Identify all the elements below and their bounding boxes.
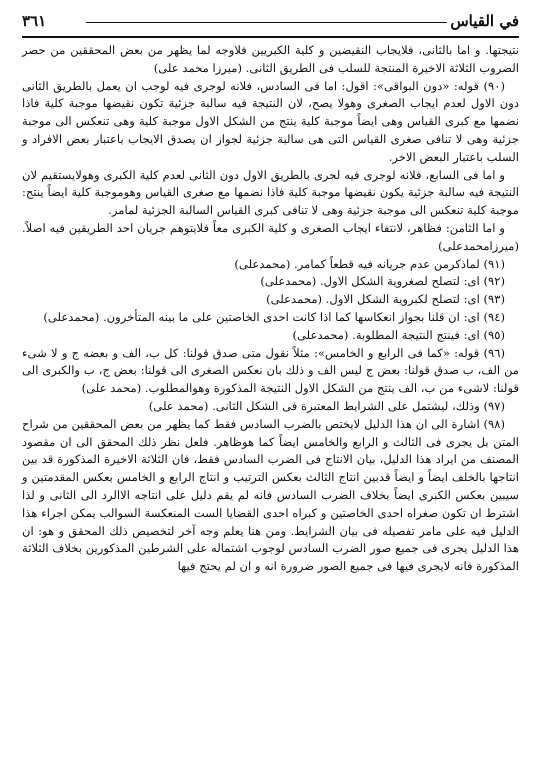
paragraph: نتيجتها. و اما بالثانى، فلايجاب النقيضين و كلية الكبريين فلاوجه لما يظهر من بعض المحققين من حصر الضروب الثلاثة الاخيرة المنتجة للسلب فى الطريق الثانى. (ميرزا محمد على) (22, 43, 519, 75)
header-rule (86, 22, 447, 23)
note-98: (٩٨) اشارة الى ان هذا الدليل لايختص بالضرب السادس فقط كما يظهر من بعض المحققين من شراح المتن بل يجرى فى الثالث و الرابع والخامس ايضاً كما هوظاهر. فلعل نظر ذلك المحقق الى ان مقصود المصنف من ايراد هذا الدليل، بيان الانتاج فى الضرب السادس فقط، فان الثلاثة الاخيرة المذكورة قد بين انتاجها بالخلف ايضاً و ايضاً قدبين انتاج الثالث بعكس الترتيب و انتاج الرابع و الخامس بعكس المقدمتين و سيبين بعكس الكبرى ايضاً بخلاف الضرب السادس فانه لم يقم دليل على انتاجه الاالرد الى الثانى و لذا اشترط ان تكون صغراه احدى الخاصتين و كبراه احدى القضايا الست المنعكسة السوالب يمكن اجراء هذا الدليل فيه على مامر تفصيله فى بيان الشرايط. ومن هنا يعلم وجه آخر لتخصيص ذلك المحقق و هو: ان هذا الدليل يجرى فى جميع صور الضرب السادس لوجوب اشتماله على الشرطين المذكورين بخلاف الثلاثة المذكورة فانه لايجرى فيها فى جميع الصور ضرورة انه و ان لم يحتج فيها (22, 416, 519, 574)
running-title: في القياس (450, 12, 519, 30)
paragraph: و اما الثامن: فظاهر، لانتفاء ايجاب الصغرى و كلية الكبرى معاً فلايتوهم جريان احد الطريقين فيه اصلاً. (ميرزامحمدعلى) (22, 220, 519, 253)
note-97: (٩٧) وذلك، ليشتمل على الشرايط المعتبرة فى الشكل الثانى. (محمد على) (148, 398, 505, 413)
note-92: (٩٢) اى: لتصلح لصغروية الشكل الاول. (محمدعلى) (260, 274, 505, 289)
paragraph: و اما فى السابع، فلانه لوجرى فيه لجرى بالطريق الاول دون الثانى لعدم كلية الكبرى وهولايستقيم لان النتيجة فيه سالبة جزئية يكون نقيضها موجبة كلية فاذا نضمها مع صغرى القياس وهوموجبة كلية ايضاً ينتج: موجبة كلية تنعكس الى موجبة جزئية وهى لا تنافى كبرى القياس السالبة الجزئية لمامر. (22, 167, 519, 218)
note-93: (٩٣) اى: لتصلح لكبروية الشكل الاول. (محمدعلى) (266, 292, 505, 307)
page-number: ٣٦١ (22, 12, 47, 30)
note-94: (٩٤) اى: ان قلنا بجواز انعكاسها كما اذا كانت احدى الخاصتين على ما بينه المتأخرون. (محمدعلى) (43, 309, 505, 324)
note-91: (٩١) لماذكرمن عدم جريانه فيه قطعاً كمامر. (محمدعلى) (234, 256, 505, 271)
note-95: (٩٥) اى: فينتج النتيجة المطلوبة. (محمدعلى) (292, 327, 505, 342)
page-body (22, 42, 519, 576)
page-header (22, 10, 519, 38)
note-90: (٩٠) قوله: «دون البواقى»: اقول: اما فى السادس، فلانه لوجرى فيه لوجب ان يعمل بالطريق الثانى دون الاول لعدم ايجاب الصغرى وهولا يصح، لان النتيجة فيه سالبة جزئية تكون نقيضها موجبة كلية فاذا نضمها مع كبرى القياس وهى ايضاً موجبة كلية ينتج من الشكل الاول موجبة كلية وهى تنعكس الى موجبة جزئية وهى لا تنافى صغرى القياس التى هى سالبة جزئية لجواز ان يصدق الايجاب باعتبار بعض الافراد و السلب باعتبار البعض الاخر. (22, 78, 519, 164)
note-96: (٩٦) قوله: «كما فى الرابع و الخامس»: مثلاً نقول متى صدق قولنا: كل ب، الف و بعضه ج و لا شىء من الف، ب صدق قولنا: بعض ج ليس الف و ذلك بان نعكس الصغرى الى قولنا: بعض ج، ب والكبرى الى قولنا: لاشىء من ب، الف ينتج من الشكل الاول النتيجة المذكورة وهوالمطلوب. (محمد على) (22, 345, 519, 396)
